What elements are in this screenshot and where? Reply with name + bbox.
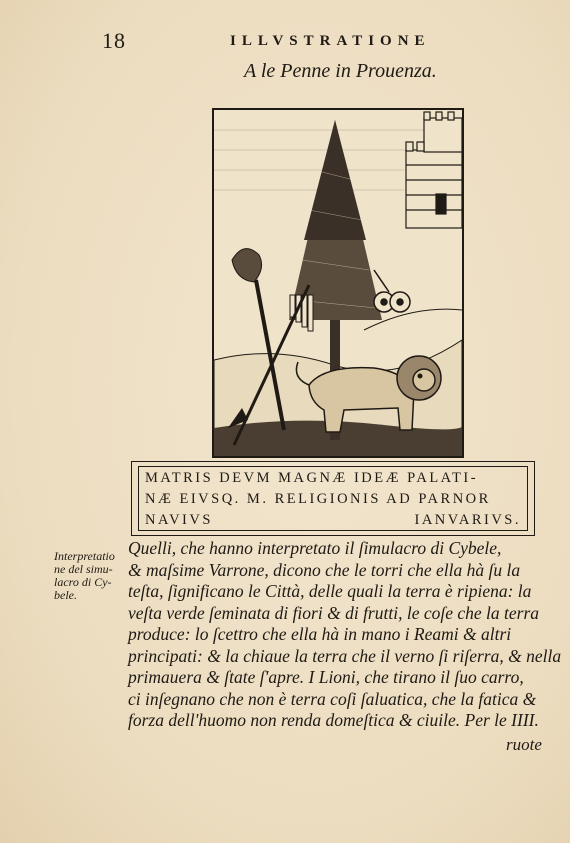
body-line: Quelli, che hanno interpretato il ſimulacro di Cybele, <box>128 538 502 558</box>
body-line: & maſsime Varrone, dicono che le torri che ella hà ſu la <box>128 559 521 580</box>
page-number: 18 <box>102 28 126 53</box>
inscription-line-2: NÆ EIVSQ. M. RELIGIONIS AD PARNOR <box>145 491 491 507</box>
margin-note-line: Interpretatio <box>54 549 115 563</box>
body-line: primauera & ſtate ſ'apre. I Lioni, che tirano il ſuo carro, <box>128 667 524 687</box>
body-line: teſta, ſignificano le Città, delle quali la terra è ripiena: la <box>128 581 532 601</box>
margin-note-line: lacro di Cy- <box>54 575 112 589</box>
section-subtitle: A le Penne in Prouenza. <box>244 60 437 82</box>
body-line: produce: lo ſcettro che ella hà in mano i Reami & altri <box>128 624 512 644</box>
running-head: ILLVSTRATIONE <box>230 33 431 49</box>
body-line: principati: & la chiaue la terra che il verno ſi riſerra, & nella <box>128 645 562 666</box>
body-line: veſta verde ſeminata di fiori & di frutti, le coſe che la terra <box>128 602 540 623</box>
woodcut-cybele-icon <box>214 110 462 456</box>
margin-note-line: ne del simu- <box>54 562 113 576</box>
cymbals-icon <box>374 270 410 312</box>
inscription-line-1: MATRIS DEVM MAGNÆ IDEÆ PALATI- <box>145 470 479 486</box>
body-line: forza dell'huomo non renda domeſtica & ciuile. Per le IIII. <box>128 710 539 730</box>
margin-note-line: bele. <box>54 588 77 602</box>
tower-icon <box>406 112 462 228</box>
body-paragraph <box>128 538 562 732</box>
inscription-line-3-left: NAVIVS <box>145 512 213 528</box>
catchword: ruote <box>506 735 542 754</box>
body-line: ci inſegnano che non è terra coſi ſaluatica, che la fatica & <box>128 688 537 709</box>
marginal-note <box>54 550 124 602</box>
inscription-line-3-right: IANVARIVS. <box>414 512 521 528</box>
inscription-frame <box>138 466 528 531</box>
woodcut-illustration <box>212 108 464 458</box>
inscription-box <box>131 461 535 536</box>
